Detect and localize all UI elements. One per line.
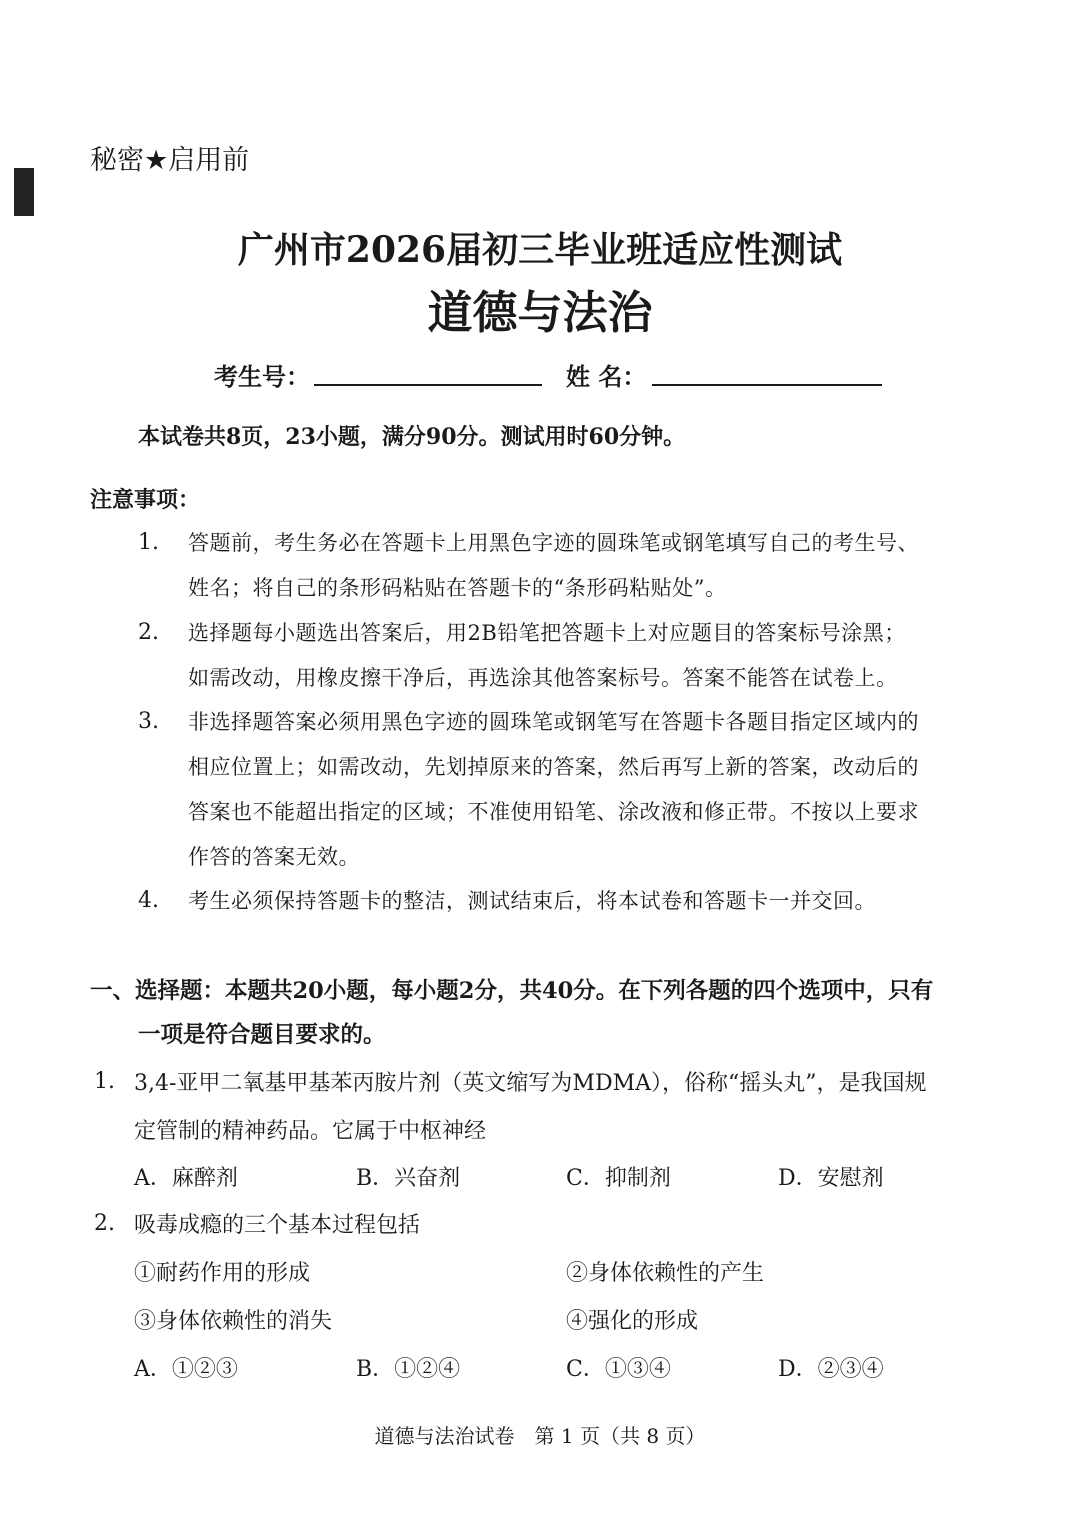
question-stem: 3,4-亚甲二氧基甲基苯丙胺片剂（英文缩写为MDMA），俗称“摇头丸”，是我国规: [134, 1071, 927, 1096]
notice-text-line: 作答的答案无效。: [188, 845, 360, 869]
question-stem: 吸毒成瘾的三个基本过程包括: [134, 1213, 421, 1238]
section-heading-cont: 一项是符合题目要求的。: [138, 1022, 386, 1048]
exam-title: 广州市2026届初三毕业班适应性测试: [237, 229, 843, 271]
option-b: B．①②④: [356, 1357, 461, 1382]
notice-text-line: 考生必须保持答题卡的整洁，测试结束后，将本试卷和答题卡一并交回。: [188, 889, 876, 913]
exam-summary: 本试卷共8页，23小题，满分90分。测试用时60分钟。: [138, 424, 686, 450]
notice-text-line: 非选择题答案必须用黑色字迹的圆珠笔或钢笔写在答题卡各题目指定区域内的: [188, 710, 919, 734]
question-number: 1.: [94, 1069, 115, 1094]
notice-number: 2.: [138, 620, 159, 645]
notice-number: 3.: [138, 709, 159, 734]
question-stem: 定管制的精神药品。它属于中枢神经: [134, 1119, 487, 1144]
page-footer: 道德与法治试卷 第 1 页（共 8 页）: [374, 1424, 706, 1448]
notice-text-line: 选择题每小题选出答案后，用2B铅笔把答题卡上对应题目的答案标号涂黑；: [188, 621, 906, 645]
option-a: A．麻醉剂: [134, 1166, 238, 1191]
notice-text-line: 答题前，考生务必在答题卡上用黑色字迹的圆珠笔或钢笔填写自己的考生号、: [188, 531, 919, 555]
binding-mark: [14, 168, 34, 216]
question-number: 2.: [94, 1211, 115, 1236]
notice-text-line: 答案也不能超出指定的区域；不准使用铅笔、涂改液和修正带。不按以上要求: [188, 800, 919, 824]
statement-item: ②身体依赖性的产生: [566, 1261, 765, 1286]
notice-number: 4.: [138, 888, 159, 913]
section-heading: 一、选择题：本题共20小题，每小题2分，共40分。在下列各题的四个选项中，只有: [90, 978, 934, 1004]
notice-text-line: 相应位置上；如需改动，先划掉原来的答案，然后再写上新的答案，改动后的: [188, 755, 919, 779]
notice-text-line: 姓名；将自己的条形码粘贴在答题卡的“条形码粘贴处”。: [188, 576, 727, 600]
exam-no-field[interactable]: [314, 384, 542, 386]
option-d: D．安慰剂: [778, 1166, 884, 1191]
name-label: 姓 名：: [566, 363, 647, 391]
notice-heading: 注意事项：: [90, 488, 201, 513]
secret-label: 秘密★启用前: [90, 145, 250, 176]
notice-text-line: 如需改动，用橡皮擦干净后，再选涂其他答案标号。答案不能答在试卷上。: [188, 666, 898, 690]
option-b: B．兴奋剂: [356, 1166, 461, 1191]
statement-item: ①耐药作用的形成: [134, 1261, 311, 1286]
statement-item: ③身体依赖性的消失: [134, 1309, 333, 1334]
statement-item: ④强化的形成: [566, 1309, 699, 1334]
name-field[interactable]: [652, 384, 882, 386]
option-d: D．②③④: [778, 1357, 884, 1382]
exam-no-label: 考生号：: [214, 363, 310, 391]
notice-number: 1.: [138, 530, 159, 555]
option-c: C．①③④: [566, 1357, 671, 1382]
option-a: A．①②③: [134, 1357, 238, 1382]
subject-title: 道德与法治: [427, 286, 653, 339]
option-c: C．抑制剂: [566, 1166, 671, 1191]
